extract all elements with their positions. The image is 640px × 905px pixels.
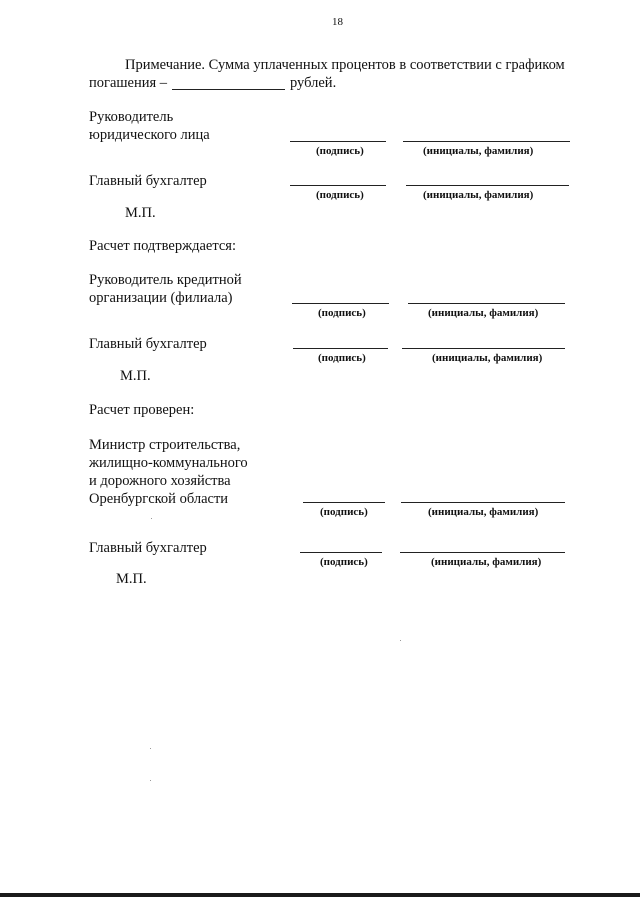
signature-caption: (подпись) — [320, 506, 368, 518]
signature-line — [290, 141, 386, 142]
head-legal-entity-line-1: Руководитель — [89, 109, 174, 125]
initials-caption: (инициалы, фамилия) — [423, 145, 534, 157]
scan-speck — [150, 780, 151, 781]
scan-speck — [151, 518, 152, 519]
head-credit-org-line-1: Руководитель кредитной — [89, 272, 242, 288]
initials-line — [401, 502, 565, 503]
page-number: 18 — [332, 16, 343, 28]
signature-caption: (подпись) — [316, 189, 364, 201]
note-line-1: Примечание. Сумма уплаченных процентов в соответствии с графиком — [125, 57, 565, 73]
initials-caption: (инициалы, фамилия) — [423, 189, 534, 201]
scan-speck — [150, 748, 151, 749]
minister-line-4: Оренбургской области — [89, 491, 229, 507]
note-line-2-prefix: погашения – — [89, 75, 168, 91]
note-amount-blank-line — [172, 89, 285, 90]
signature-caption: (подпись) — [318, 307, 366, 319]
signature-line — [292, 303, 389, 304]
scan-edge-bar — [0, 893, 640, 897]
scan-speck — [400, 640, 401, 641]
stamp-label: М.П. — [120, 368, 151, 384]
initials-caption: (инициалы, фамилия) — [428, 506, 539, 518]
initials-line — [400, 552, 565, 553]
stamp-label: М.П. — [116, 571, 147, 587]
signature-caption: (подпись) — [320, 556, 368, 568]
signature-line — [300, 552, 382, 553]
signature-caption: (подпись) — [316, 145, 364, 157]
initials-line — [402, 348, 565, 349]
minister-line-2: жилищно-коммунального — [89, 455, 248, 471]
signature-caption: (подпись) — [318, 352, 366, 364]
minister-line-3: и дорожного хозяйства — [89, 473, 231, 489]
minister-line-1: Министр строительства, — [89, 437, 241, 453]
initials-line — [403, 141, 570, 142]
signature-line — [303, 502, 385, 503]
initials-caption: (инициалы, фамилия) — [428, 307, 539, 319]
head-credit-org-line-2: организации (филиала) — [89, 290, 233, 306]
note-line-2-suffix: рублей. — [290, 75, 337, 91]
initials-line — [406, 185, 569, 186]
signature-line — [293, 348, 388, 349]
stamp-label: М.П. — [125, 205, 156, 221]
checked-label: Расчет проверен: — [89, 402, 195, 418]
confirmed-label: Расчет подтверждается: — [89, 238, 237, 254]
chief-accountant-label: Главный бухгалтер — [89, 336, 207, 352]
initials-caption: (инициалы, фамилия) — [432, 352, 543, 364]
head-legal-entity-line-2: юридического лица — [89, 127, 210, 143]
initials-line — [408, 303, 565, 304]
chief-accountant-label: Главный бухгалтер — [89, 540, 207, 556]
signature-line — [290, 185, 386, 186]
initials-caption: (инициалы, фамилия) — [431, 556, 542, 568]
chief-accountant-label: Главный бухгалтер — [89, 173, 207, 189]
